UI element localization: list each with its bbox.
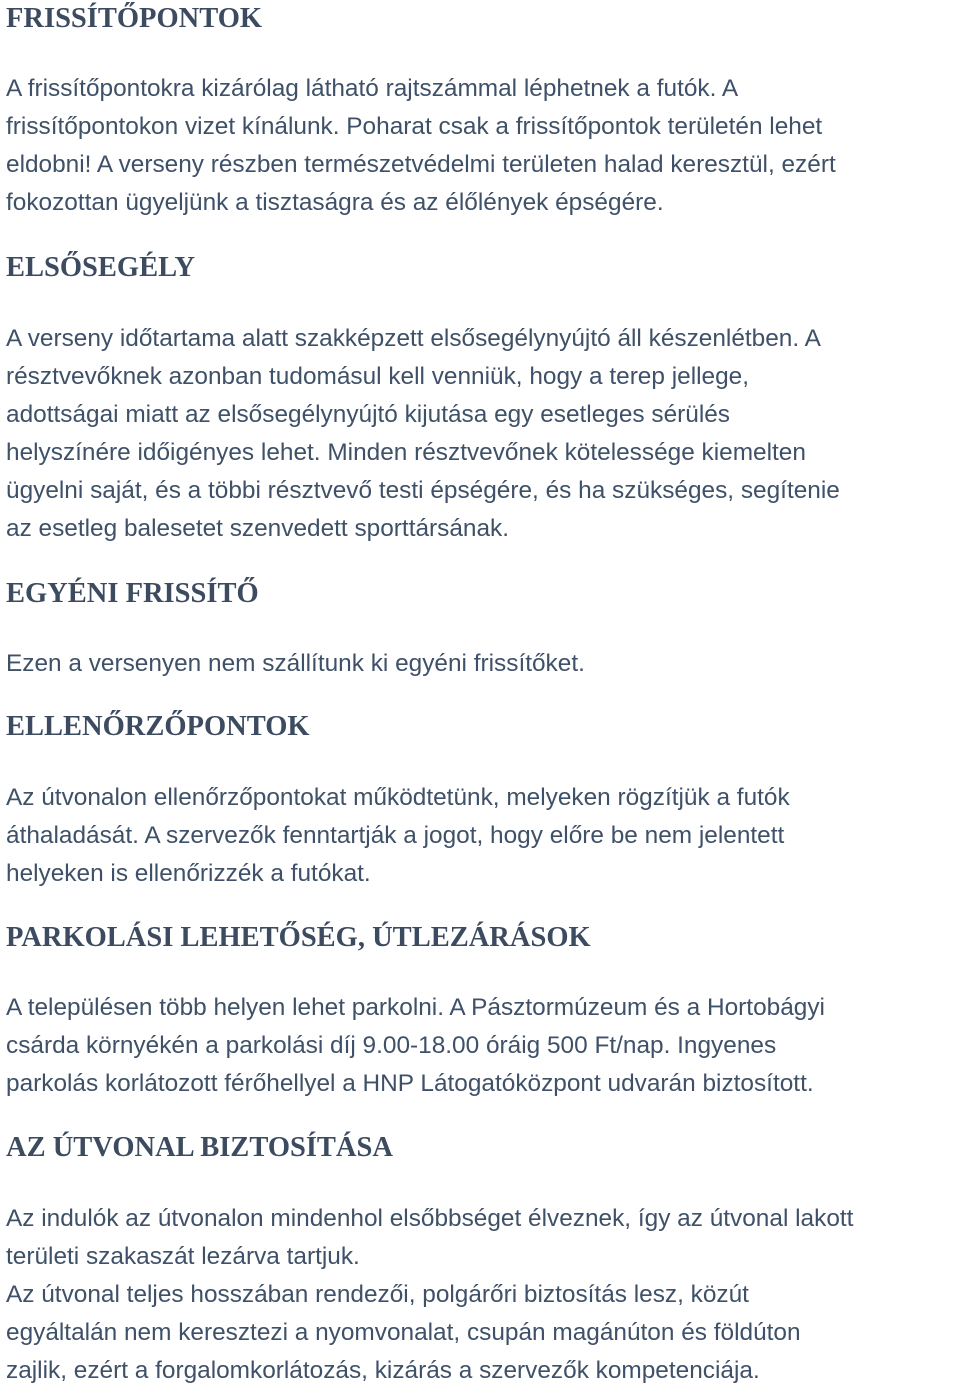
section-heading-parkolas: PARKOLÁSI LEHETŐSÉG, ÚTLEZÁRÁSOK [6, 922, 591, 953]
paragraph-line: helyszínére időigényes lehet. Minden résztvevőnek kötelessége kiemelten [6, 439, 806, 466]
section-heading-elsosegely: ELSŐSEGÉLY [6, 252, 196, 283]
paragraph-line: csárda környékén a parkolási díj 9.00-18.00 óráig 500 Ft/nap. Ingyenes [6, 1032, 777, 1059]
paragraph-line: adottságai miatt az elsősegélynyújtó kijutása egy esetleges sérülés [6, 401, 731, 428]
section-paragraph-parkolas [6, 989, 825, 1103]
paragraph-line: parkolás korlátozott férőhellyel a HNP Látogatóközpont udvarán biztosított. [6, 1070, 814, 1097]
paragraph-line: Az útvonalon ellenőrzőpontokat működtetünk, melyeken rögzítjük a futók [6, 784, 790, 811]
paragraph-line: helyeken is ellenőrizzék a futókat. [6, 860, 371, 887]
paragraph-line: eldobni! A verseny részben természetvédelmi területen halad keresztül, ezért [6, 151, 836, 178]
section-heading-egyeni-frissito: EGYÉNI FRISSÍTŐ [6, 578, 259, 609]
paragraph-line: Az útvonal teljes hosszában rendezői, polgárőri biztosítás lesz, közút [6, 1281, 749, 1308]
section-paragraph-egyeni-frissito [6, 645, 585, 683]
paragraph-line: résztvevőknek azonban tudomásul kell venniük, hogy a terep jellege, [6, 363, 750, 390]
paragraph-line: zajlik, ezért a forgalomkorlátozás, kizárás a szervezők kompetenciája. [6, 1357, 760, 1384]
paragraph-line: Az indulók az útvonalon mindenhol elsőbbséget élveznek, így az útvonal lakott [6, 1205, 854, 1232]
paragraph-line: Ezen a versenyen nem szállítunk ki egyéni frissítőket. [6, 650, 585, 677]
paragraph-line: egyáltalán nem keresztezi a nyomvonalat, csupán magánúton és földúton [6, 1319, 801, 1346]
paragraph-line: frissítőpontokon vizet kínálunk. Poharat csak a frissítőpontok területén lehet [6, 113, 823, 140]
section-heading-utvonal-biztositasa: AZ ÚTVONAL BIZTOSÍTÁSA [6, 1132, 393, 1163]
paragraph-line: ügyelni saját, és a többi résztvevő testi épségére, és ha szükséges, segítenie [6, 477, 840, 504]
paragraph-line: fokozottan ügyeljünk a tisztaságra és az élőlények épségére. [6, 189, 664, 216]
paragraph-line: A verseny időtartama alatt szakképzett elsősegélynyújtó áll készenlétben. A [6, 325, 821, 352]
paragraph-line: áthaladását. A szervezők fenntartják a jogot, hogy előre be nem jelentett [6, 822, 785, 849]
paragraph-line: A frissítőpontokra kizárólag látható rajtszámmal léphetnek a futók. A [6, 75, 739, 102]
section-paragraph-ellenorzopontok [6, 779, 790, 893]
section-heading-ellenorzopontok: ELLENŐRZŐPONTOK [6, 711, 310, 742]
section-paragraph-frissitopontok [6, 70, 836, 222]
paragraph-line: területi szakaszát lezárva tartjuk. [6, 1243, 360, 1270]
paragraph-line: A településen több helyen lehet parkolni. A Pásztormúzeum és a Hortobágyi [6, 994, 825, 1021]
section-paragraph-utvonal-biztositasa [6, 1200, 853, 1390]
section-heading-frissitopontok: FRISSÍTŐPONTOK [6, 3, 263, 34]
section-paragraph-elsosegely [6, 320, 840, 548]
paragraph-line: az esetleg balesetet szenvedett sporttársának. [6, 515, 510, 542]
